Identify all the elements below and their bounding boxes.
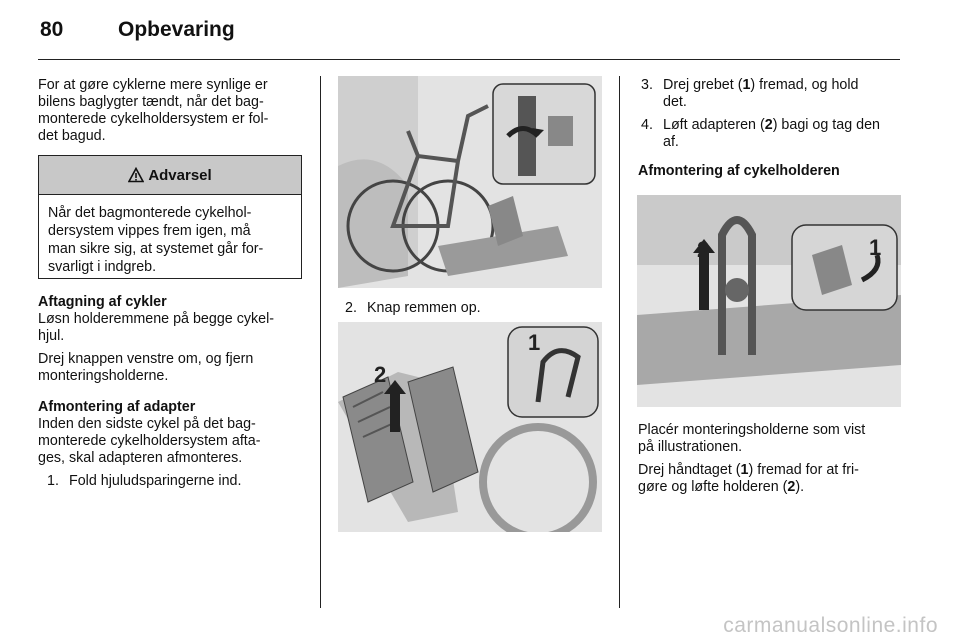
warning-header [39,156,301,195]
list-item [641,117,903,151]
paragraph [638,422,903,456]
step-number: 1. [47,473,59,489]
watermark: carmanualsonline.info [723,614,938,637]
list-item [345,300,608,317]
text-run: ) fremad, og hold [750,77,859,93]
text-run: Drej håndtaget ( [638,462,741,478]
step-list [338,300,608,317]
warning-box [38,155,302,279]
text-line: Inden den sidste cykel på det bag- [38,416,256,432]
text-run: ) fremad for at fri- [748,462,859,478]
list-item [641,77,903,111]
step-text [663,77,859,111]
text-line: bilens baglygter tændt, når det bag- [38,94,264,110]
page-number: 80 [40,18,64,41]
text-run: gøre og løfte holderen ( [638,479,788,495]
reference-number: 2 [787,479,796,495]
text-line: monteringsholderne. [38,368,169,384]
text-line: ges, skal adapteren afmonteres. [38,450,243,466]
text-line: monterede cykelholdersystem afta- [38,433,261,449]
text-line: svarligt i indgreb. [48,259,157,275]
left-body [38,294,313,496]
right-bottom-text [638,422,903,502]
paragraph [38,311,313,345]
column-divider [320,76,321,608]
figure-holder-removal [637,195,901,407]
list-item [47,473,313,490]
text-run: Løft adapteren ( [663,117,765,133]
figure-bike-rack [338,76,602,288]
paragraph [38,416,313,467]
paragraph [38,351,313,385]
column-divider [619,76,620,608]
page-title: Opbevaring [118,18,235,41]
text-line: Drej knappen venstre om, og fjern [38,351,254,367]
reference-number: 1 [742,77,751,93]
text-line: man sikre sig, at systemet går for- [48,241,264,257]
text-run: ). [795,479,805,495]
callout-label: 1 [528,330,541,355]
text-line: det bagud. [38,128,106,144]
warning-heading: Advarsel [148,166,212,184]
callout-label: 2 [374,362,387,387]
reference-number: 2 [764,117,773,133]
text-line: For at gøre cyklerne mere synlige er [38,77,268,93]
section-heading: Afmontering af cykelholderen [638,163,840,179]
bike-rack-illustration [338,76,602,288]
step-list [638,77,903,151]
warning-triangle-icon [128,167,144,183]
text-run: ) bagi og tag den [772,117,880,133]
right-body [638,77,903,180]
text-line: dersystem vippes frem igen, må [48,223,251,239]
text-line: Løsn holderemmene på begge cykel- [38,311,275,327]
section-heading: Afmontering af adapter [38,399,196,415]
text-line: Placér monteringsholderne som vist [638,422,866,438]
figure-strap-release [338,322,602,532]
text-line: hjul. [38,328,65,344]
text-run: det. [663,94,687,110]
step-text: Knap remmen op. [367,300,481,316]
step-list [38,473,313,490]
step-number: 4. [641,117,653,133]
callout-label: 2 [697,237,710,262]
header-rule [38,59,900,60]
middle-step-text [338,300,608,323]
step-text [663,117,880,151]
section-heading: Aftagning af cykler [38,294,167,310]
text-run: af. [663,134,679,150]
step-number: 3. [641,77,653,93]
step-text: Fold hjuludsparingerne ind. [69,473,242,489]
callout-label: 1 [869,235,882,260]
warning-text [39,195,301,276]
intro-paragraph [38,77,308,145]
step-number: 2. [345,300,357,316]
text-line: på illustrationen. [638,439,743,455]
text-line: monterede cykelholdersystem er fol- [38,111,269,127]
paragraph [638,462,903,496]
reference-number: 1 [740,462,749,478]
text-line: Når det bagmonterede cykelhol- [48,205,252,221]
strap-release-illustration [338,322,602,532]
text-run: Drej grebet ( [663,77,743,93]
holder-removal-illustration [637,195,901,407]
